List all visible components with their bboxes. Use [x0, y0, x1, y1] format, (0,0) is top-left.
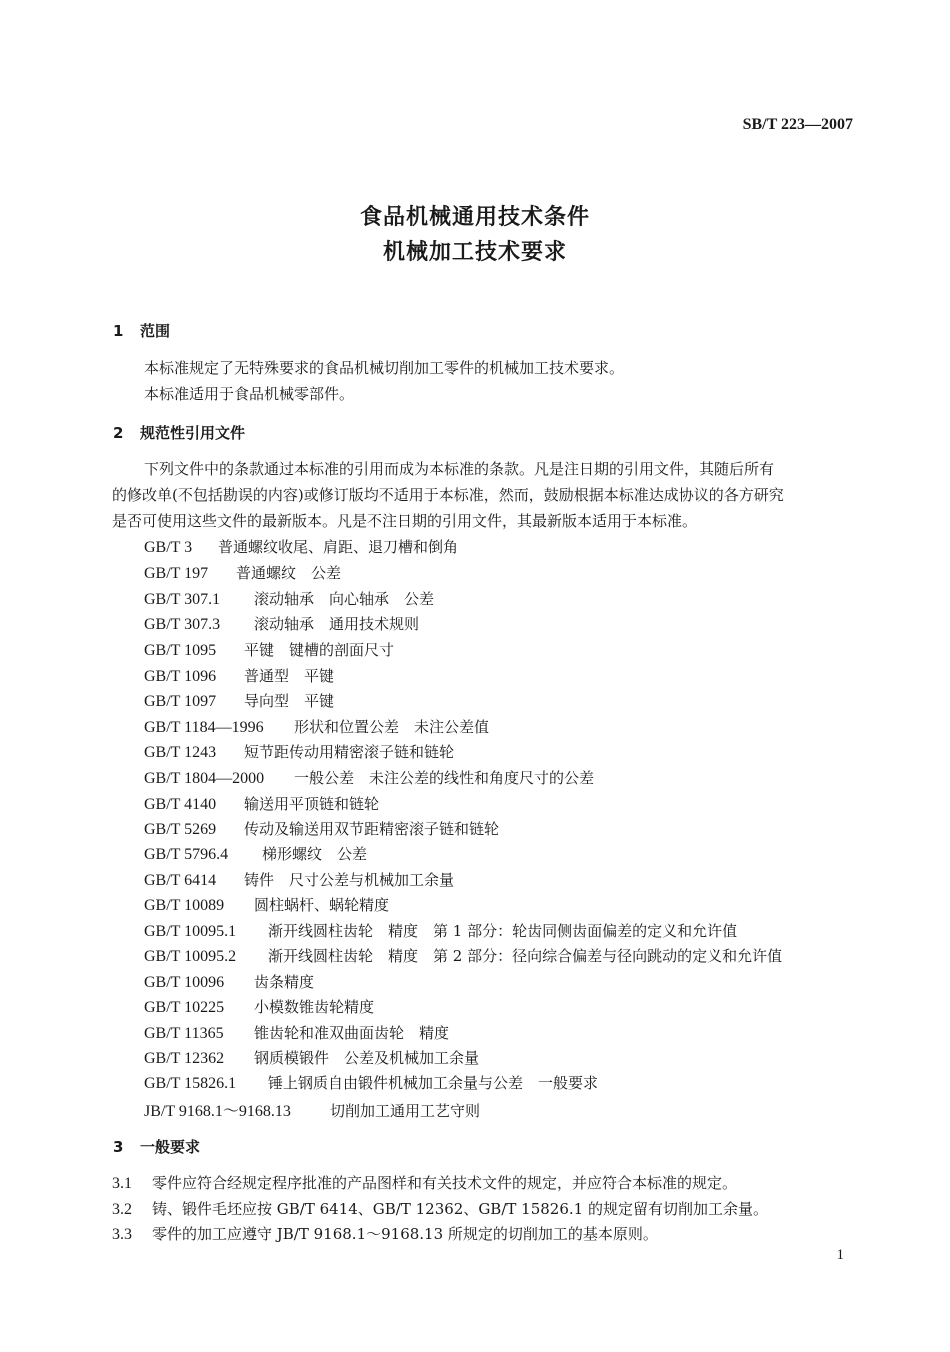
reference-item [144, 1022, 449, 1043]
reference-item [144, 741, 454, 762]
reference-title: 钢质模锻件 公差及机械加工余量 [254, 1049, 480, 1067]
reference-item [144, 639, 394, 660]
clause-3-1 [112, 1172, 737, 1193]
reference-item [144, 613, 419, 634]
reference-item [144, 767, 594, 788]
intro-line: 是否可使用这些文件的最新版本。凡是不注日期的引用文件，其最新版本适用于本标准。 [112, 512, 698, 530]
reference-code: GB/T 10095.1 [144, 923, 237, 940]
reference-title: 滚动轴承 通用技术规则 [254, 615, 420, 633]
reference-item [144, 588, 434, 609]
reference-code: GB/T 1097 [144, 693, 217, 710]
reference-code: GB/T 1243 [144, 744, 217, 761]
paragraph: 本标准适用于食品机械零部件。 [144, 385, 355, 403]
reference-code: GB/T 11365 [144, 1025, 224, 1042]
reference-title: 平键 键槽的剖面尺寸 [244, 641, 395, 659]
section-2-heading [113, 422, 245, 443]
reference-item [144, 920, 737, 941]
reference-title: 滚动轴承 向心轴承 公差 [254, 590, 435, 608]
document-title: 食品机械通用技术条件 [359, 205, 590, 230]
reference-title: 小模数锥齿轮精度 [254, 998, 375, 1016]
section-number: 2 [113, 424, 124, 442]
reference-item [144, 716, 489, 737]
section-title: 规范性引用文件 [140, 424, 246, 442]
reference-item [144, 945, 782, 966]
reference-item [144, 971, 314, 992]
reference-item [144, 996, 374, 1017]
reference-code: GB/T 1095 [144, 642, 217, 659]
reference-code: GB/T 6414 [144, 872, 217, 889]
reference-code: GB/T 307.3 [144, 616, 221, 633]
section-3-heading [113, 1136, 200, 1157]
reference-code: JB/T 9168.1～9168.13 [144, 1103, 291, 1120]
section-title: 一般要求 [140, 1138, 201, 1156]
reference-item [144, 562, 341, 583]
reference-title: 短节距传动用精密滚子链和链轮 [244, 743, 455, 761]
reference-title: 普通型 平键 [244, 667, 335, 685]
paragraph: 本标准规定了无特殊要求的食品机械切削加工零件的机械加工技术要求。 [144, 359, 625, 377]
reference-code: GB/T 3 [144, 539, 193, 556]
reference-code: GB/T 1804—2000 [144, 770, 265, 787]
reference-title: 渐开线圆柱齿轮 精度 第 2 部分：径向综合偏差与径向跳动的定义和允许值 [268, 947, 783, 965]
reference-item [144, 1047, 479, 1068]
reference-item [144, 869, 454, 890]
clause-text: 铸、锻件毛坯应按 GB/T 6414、GB/T 12362、GB/T 15826.1 的规定留有切削加工余量。 [152, 1200, 768, 1218]
reference-title: 输送用平顶链和链轮 [244, 795, 380, 813]
clause-text: 零件的加工应遵守 JB/T 9168.1～9168.13 所规定的切削加工的基本原则。 [152, 1225, 658, 1243]
reference-title: 导向型 平键 [244, 692, 335, 710]
section-1-heading [113, 320, 170, 341]
reference-code: GB/T 307.1 [144, 591, 221, 608]
reference-code: GB/T 15826.1 [144, 1075, 237, 1092]
clause-number: 3.1 [112, 1175, 132, 1192]
intro-line: 下列文件中的条款通过本标准的引用而成为本标准的条款。凡是注日期的引用文件，其随后所有 [144, 460, 775, 478]
reference-title: 形状和位置公差 未注公差值 [294, 718, 490, 736]
reference-title: 普通螺纹 公差 [236, 564, 342, 582]
reference-title: 一般公差 未注公差的线性和角度尺寸的公差 [294, 769, 595, 787]
reference-item [144, 818, 499, 839]
section-title: 范围 [140, 322, 171, 340]
clause-number: 3.3 [112, 1226, 132, 1243]
reference-title: 渐开线圆柱齿轮 精度 第 1 部分：轮齿同侧齿面偏差的定义和允许值 [268, 922, 738, 940]
reference-title: 梯形螺纹 公差 [262, 845, 368, 863]
clause-3-3 [112, 1223, 658, 1244]
reference-code: GB/T 10225 [144, 999, 225, 1016]
reference-title: 普通螺纹收尾、肩距、退刀槽和倒角 [218, 538, 459, 556]
intro-line: 的修改单(不包括勘误的内容)或修订版均不适用于本标准，然而，鼓励根据本标准达成协议的各方研究 [112, 486, 784, 504]
reference-code: GB/T 12362 [144, 1050, 225, 1067]
reference-code: GB/T 5796.4 [144, 846, 229, 863]
reference-title: 齿条精度 [254, 973, 315, 991]
reference-title: 传动及输送用双节距精密滚子链和链轮 [244, 820, 500, 838]
clause-number: 3.2 [112, 1201, 132, 1218]
reference-item [144, 536, 458, 557]
section-number: 3 [113, 1138, 124, 1156]
reference-item [144, 793, 379, 814]
reference-code: GB/T 10096 [144, 974, 225, 991]
clause-3-2 [112, 1198, 768, 1219]
reference-item [144, 894, 389, 915]
reference-code: GB/T 197 [144, 565, 209, 582]
section-number: 1 [113, 322, 124, 340]
clause-text: 零件应符合经规定程序批准的产品图样和有关技术文件的规定，并应符合本标准的规定。 [152, 1174, 738, 1192]
reference-code: GB/T 10095.2 [144, 948, 237, 965]
page-number: 1 [836, 1247, 844, 1263]
reference-item [144, 1072, 598, 1093]
reference-item [144, 665, 334, 686]
reference-item [144, 843, 367, 864]
reference-code: GB/T 4140 [144, 796, 217, 813]
reference-title: 铸件 尺寸公差与机械加工余量 [244, 871, 455, 889]
reference-code: GB/T 5269 [144, 821, 217, 838]
standard-number: SB/T 223—2007 [742, 116, 853, 133]
reference-title: 锤上钢质自由锻件机械加工余量与公差 一般要求 [268, 1074, 599, 1092]
reference-title: 锥齿轮和准双曲面齿轮 精度 [254, 1024, 450, 1042]
document-subtitle: 机械加工技术要求 [382, 240, 567, 265]
reference-title: 圆柱蜗杆、蜗轮精度 [254, 896, 390, 914]
reference-code: GB/T 1096 [144, 668, 217, 685]
reference-title: 切削加工通用工艺守则 [330, 1102, 481, 1120]
reference-code: GB/T 1184—1996 [144, 719, 264, 736]
reference-item [144, 1098, 480, 1121]
reference-code: GB/T 10089 [144, 897, 225, 914]
reference-item [144, 690, 334, 711]
